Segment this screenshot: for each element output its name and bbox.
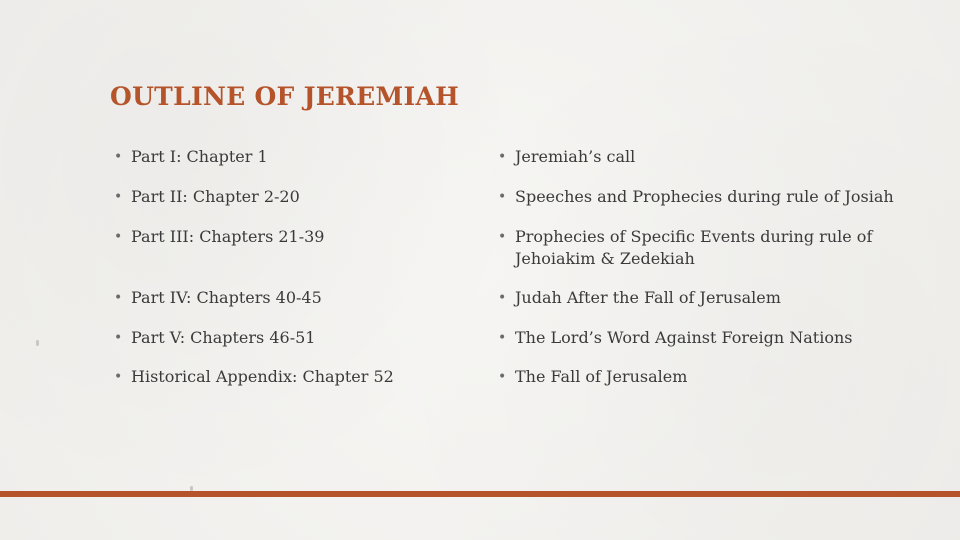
list-item-text: Part III: Chapters 21-39 bbox=[131, 227, 325, 246]
bullet-icon: • bbox=[114, 229, 123, 245]
list-item-text: Prophecies of Specific Events during rule of Jehoiakim & Zedekiah bbox=[515, 227, 873, 268]
bullet-icon: • bbox=[498, 330, 507, 346]
bullet-icon: • bbox=[498, 229, 507, 245]
list-item bbox=[114, 366, 394, 388]
list-item-text: Historical Appendix: Chapter 52 bbox=[131, 367, 394, 386]
bullet-icon: • bbox=[498, 290, 507, 306]
bullet-icon: • bbox=[498, 149, 507, 165]
list-item bbox=[498, 186, 894, 208]
list-item bbox=[114, 186, 300, 208]
list-item-text: The Lord’s Word Against Foreign Nations bbox=[515, 328, 853, 347]
bullet-icon: • bbox=[114, 290, 123, 306]
list-item bbox=[114, 287, 322, 309]
list-item-text: Jeremiah’s call bbox=[515, 147, 636, 166]
list-item bbox=[498, 146, 635, 168]
list-item-text: Part IV: Chapters 40-45 bbox=[131, 288, 322, 307]
list-item bbox=[498, 327, 852, 349]
list-item bbox=[114, 327, 315, 349]
slide-title: OUTLINE OF JEREMIAH bbox=[110, 82, 460, 111]
bullet-icon: • bbox=[114, 189, 123, 205]
list-item-text: Speeches and Prophecies during rule of Josiah bbox=[515, 187, 894, 206]
list-item bbox=[114, 226, 324, 248]
list-item-text: Part V: Chapters 46-51 bbox=[131, 328, 316, 347]
bullet-icon: • bbox=[114, 369, 123, 385]
bottom-accent-rule bbox=[0, 491, 960, 497]
bullet-icon: • bbox=[498, 189, 507, 205]
list-item bbox=[114, 146, 268, 168]
list-item-text: The Fall of Jerusalem bbox=[515, 367, 688, 386]
list-item bbox=[498, 287, 781, 309]
bullet-icon: • bbox=[114, 330, 123, 346]
paper-speck bbox=[36, 340, 39, 346]
bullet-icon: • bbox=[498, 369, 507, 385]
list-item-text: Judah After the Fall of Jerusalem bbox=[515, 288, 781, 307]
list-item-text: Part II: Chapter 2-20 bbox=[131, 187, 300, 206]
list-item-text: Part I: Chapter 1 bbox=[131, 147, 268, 166]
bullet-icon: • bbox=[114, 149, 123, 165]
list-item bbox=[498, 366, 687, 388]
list-item bbox=[498, 226, 918, 270]
